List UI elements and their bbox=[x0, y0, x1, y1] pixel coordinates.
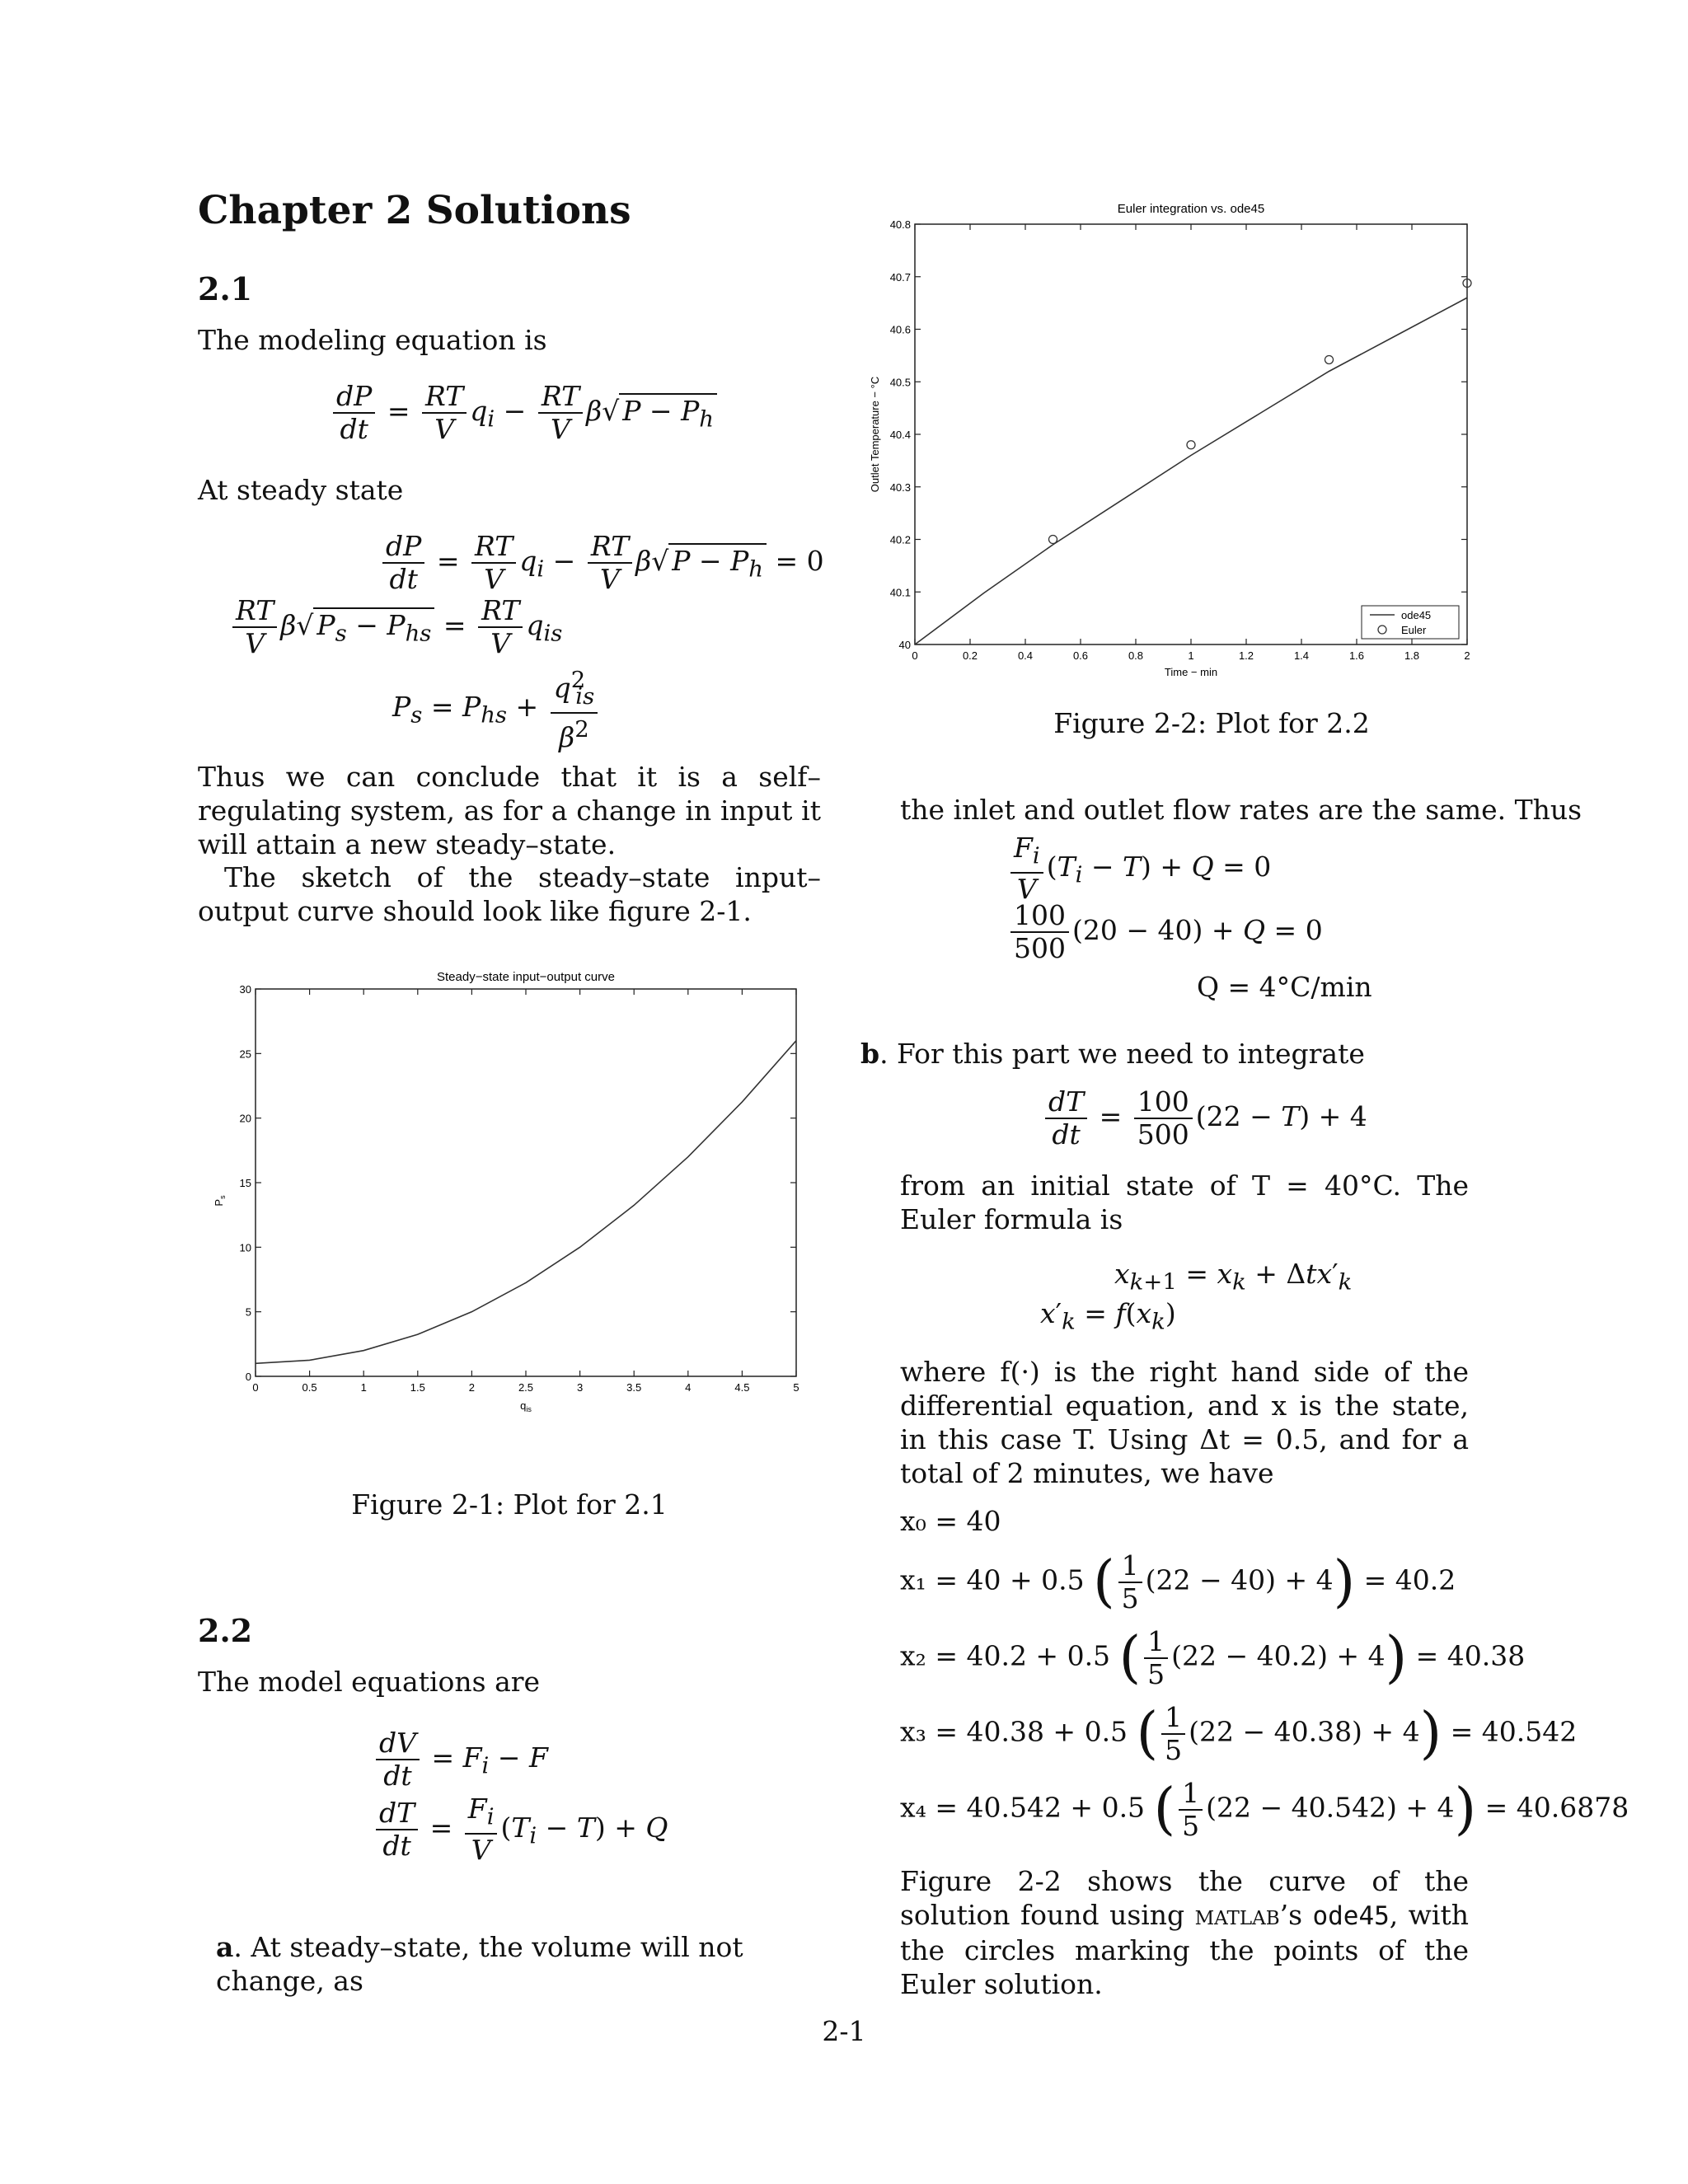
x-tick-label: 1 bbox=[360, 1381, 367, 1394]
chart2-ode45-line bbox=[915, 298, 1467, 644]
section-heading-2-1: 2.1 bbox=[198, 270, 253, 307]
where-text: where f(·) is the right hand side of the differential equation, and x is the state, in this case T. Using Δt = 0.5, and for a total of 2 minutes, we have bbox=[900, 1356, 1469, 1489]
y-tick-label: 30 bbox=[239, 983, 251, 996]
figure-2-1-chart bbox=[206, 956, 816, 1467]
y-tick-label: 10 bbox=[239, 1241, 251, 1254]
figure-2-2-chart bbox=[857, 198, 1470, 684]
s22-continued: the inlet and outlet flow rates are the same. Thus bbox=[900, 794, 1582, 826]
part-b-text: b. For this part we need to integrate bbox=[860, 1038, 1365, 1070]
euler-point bbox=[1325, 355, 1334, 363]
y-tick-label: 40 bbox=[898, 639, 911, 651]
euler-step-0: x₀ = 40 bbox=[900, 1505, 1001, 1537]
s21-intro: The modeling equation is bbox=[198, 324, 547, 356]
x-tick-label: 0.4 bbox=[1017, 649, 1034, 662]
x-tick-label: 4 bbox=[685, 1381, 692, 1394]
y-tick-label: 5 bbox=[245, 1305, 251, 1319]
s22-intro: The model equations are bbox=[198, 1666, 541, 1698]
steady-eq-1: $\frac{dP}{dt}$ = $\frac{RT}{V}$ $q_i$ − $\frac{RT}{V}$ β√ $P - P_h = 0$ bbox=[379, 531, 824, 595]
y-tick-label: 25 bbox=[239, 1047, 251, 1061]
y-tick-label: 40.3 bbox=[889, 480, 911, 494]
chart1-plot-frame bbox=[256, 989, 796, 1376]
x-tick-label: 0 bbox=[912, 649, 918, 662]
y-tick-label: 20 bbox=[239, 1112, 251, 1125]
x-tick-label: 3 bbox=[576, 1381, 584, 1394]
x-tick-label: 0.6 bbox=[1072, 649, 1089, 662]
model-eq-1: $\frac{dV}{dt}$ = $F_i - F$ bbox=[373, 1727, 548, 1792]
x-tick-label: 5 bbox=[793, 1381, 799, 1394]
closing-text: Figure 2-2 shows the curve of the solution found using matlab’s ode45, with the circles marking the points of the Euler solution. bbox=[900, 1865, 1469, 2000]
modeling-equation: $\frac{dP}{dt}$ = $\frac{RT}{V}$ $q_i$ − $\frac{RT}{V}$ β√ $P - P_h$ bbox=[330, 381, 717, 445]
x-tick-label: 1.5 bbox=[410, 1381, 425, 1394]
x-tick-label: 2 bbox=[1464, 649, 1470, 662]
s21-sketch-text: The sketch of the steady–state input–output curve should look like figure 2-1. bbox=[198, 861, 821, 927]
euler-step-1: x₁ = 40 + 0.5 ( $\frac{1}{5}$ (22 − 40) + 4) = 40.2 bbox=[900, 1549, 1456, 1615]
s21-conclusion: Thus we can conclude that it is a self–regulating system, as for a change in input it will attain a new steady–state. bbox=[198, 761, 821, 860]
steady-state-label: At steady state bbox=[198, 474, 404, 506]
chart1-xlabel: $q_{is}$ bbox=[520, 1399, 532, 1413]
x-tick-label: 4.5 bbox=[734, 1381, 750, 1394]
flow-eq-2: $\frac{100}{500}$ (20 − 40) + Q = 0 bbox=[1007, 900, 1323, 964]
x-tick-label: 0 bbox=[252, 1381, 259, 1394]
figure-2-1-caption: Figure 2-1: Plot for 2.1 bbox=[351, 1488, 668, 1521]
x-tick-label: 0.5 bbox=[302, 1381, 317, 1394]
y-tick-label: 40.8 bbox=[889, 218, 911, 231]
flow-eq-1: $\frac{F_i}{V}$ $(T_i - T) + Q = 0$ bbox=[1007, 832, 1271, 905]
figure-2-2-caption: Figure 2-2: Plot for 2.2 bbox=[1053, 707, 1370, 739]
euler-formula-2: $x'_k = f(x_k)$ bbox=[1040, 1297, 1176, 1335]
section-heading-2-2: 2.2 bbox=[198, 1612, 253, 1649]
y-tick-label: 40.6 bbox=[889, 323, 911, 336]
x-tick-label: 1.8 bbox=[1404, 649, 1420, 662]
x-tick-label: 2.5 bbox=[518, 1381, 534, 1394]
model-eq-2: $\frac{dT}{dt}$ = $\frac{F_i}{V}$ $(T_i - T) + Q$ bbox=[373, 1793, 668, 1866]
chart1-title: Steady−state input−output curve bbox=[437, 970, 615, 984]
euler-step-4: x₄ = 40.542 + 0.5 ( $\frac{1}{5}$ (22 − 40.542) + 4) = 40.6878 bbox=[900, 1776, 1629, 1842]
y-tick-label: 40.5 bbox=[889, 376, 911, 389]
euler-step-2: x₂ = 40.2 + 0.5 ( $\frac{1}{5}$ (22 − 40.2) + 4) = 40.38 bbox=[900, 1624, 1526, 1690]
y-tick-label: 0 bbox=[245, 1371, 251, 1383]
y-tick-label: 40.1 bbox=[889, 586, 911, 599]
x-tick-label: 1.4 bbox=[1293, 649, 1310, 662]
chart1-ylabel: $P_s$ bbox=[213, 1195, 227, 1207]
x-tick-label: 0.8 bbox=[1128, 649, 1144, 662]
steady-eq-3: $P_s = P_{hs}$ + $\frac{q^2_{is}}{\beta^2}$ bbox=[392, 664, 601, 753]
chart2-title: Euler integration vs. ode45 bbox=[1117, 202, 1265, 216]
chart2-xlabel: Time − min bbox=[1164, 666, 1218, 678]
y-tick-label: 15 bbox=[239, 1177, 251, 1189]
euler-formula-1: $x_{k+1} = x_k + \Delta tx'_k$ bbox=[1114, 1258, 1353, 1296]
y-tick-label: 40.4 bbox=[889, 429, 911, 441]
x-tick-label: 1.6 bbox=[1348, 649, 1365, 662]
legend-entry-ode45: ode45 bbox=[1401, 609, 1432, 621]
chart2-plot-frame bbox=[915, 224, 1467, 644]
y-tick-label: 40.2 bbox=[889, 533, 911, 546]
integrate-eq: $\frac{dT}{dt}$ = $\frac{100}{500}$ (22 − T) + 4 bbox=[1042, 1086, 1367, 1151]
q-result: Q = 4°C/min bbox=[1197, 971, 1372, 1003]
x-tick-label: 3.5 bbox=[626, 1381, 642, 1394]
x-tick-label: 1 bbox=[1188, 649, 1194, 662]
chart1-series-line bbox=[256, 1041, 796, 1364]
part-a-text: a. At steady–state, the volume will not change, as bbox=[216, 1931, 743, 1997]
x-tick-label: 2 bbox=[468, 1381, 476, 1394]
euler-point bbox=[1049, 536, 1057, 544]
euler-step-3: x₃ = 40.38 + 0.5 ( $\frac{1}{5}$ (22 − 40.38) + 4) = 40.542 bbox=[900, 1700, 1578, 1766]
steady-eq-2: $\frac{RT}{V}$ β√ $P_s - P_{hs}$ = $\frac{RT}{V}$ $q_{is}$ bbox=[229, 595, 562, 659]
x-tick-label: 0.2 bbox=[962, 649, 978, 662]
x-tick-label: 1.2 bbox=[1238, 649, 1254, 662]
legend-entry-euler: Euler bbox=[1401, 624, 1427, 636]
euler-point bbox=[1187, 441, 1195, 449]
chart2-ylabel: Outlet Temperature − °C bbox=[869, 376, 881, 493]
chapter-title: Chapter 2 Solutions bbox=[198, 188, 631, 233]
initial-state-text: from an initial state of T = 40°C. The Euler formula is bbox=[900, 1169, 1469, 1235]
page-number: 2-1 bbox=[822, 2015, 866, 2047]
chart2-legend bbox=[1362, 606, 1459, 639]
y-tick-label: 40.7 bbox=[889, 270, 911, 284]
